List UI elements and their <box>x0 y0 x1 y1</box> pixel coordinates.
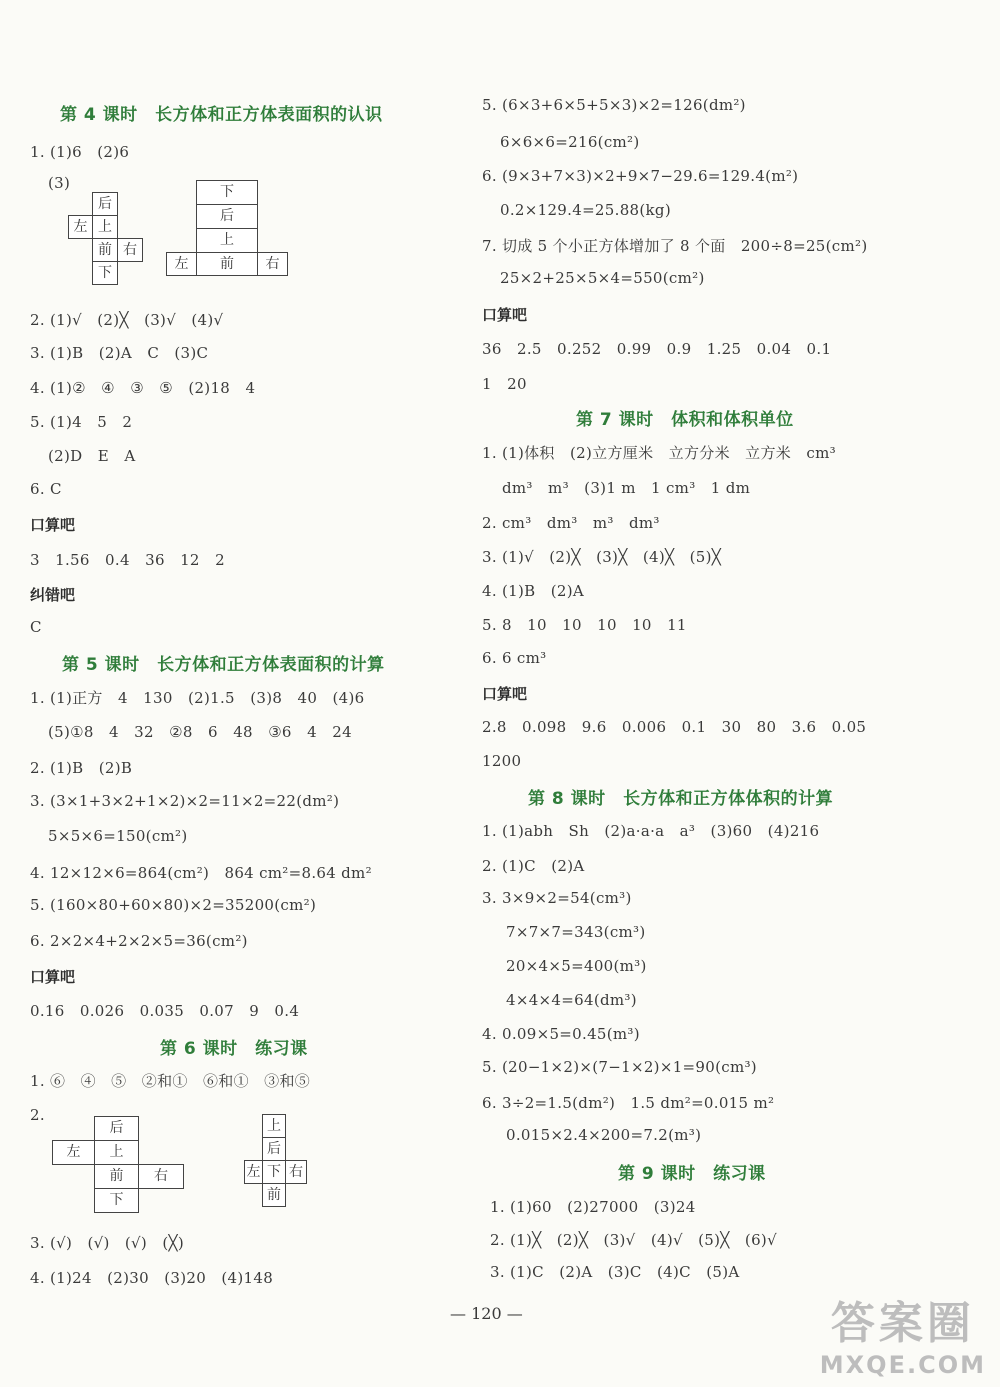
answer-line: 5. (6×3+6×5+5×3)×2=126(dm²) <box>482 96 746 114</box>
net-cell: 后 <box>262 1137 286 1161</box>
lesson-6-heading: 第 6 课时 练习课 <box>160 1039 308 1059</box>
answer-line: 1200 <box>482 752 522 770</box>
answer-line: 5. (1)4 5 2 <box>30 413 133 431</box>
answer-line: 1. (1)正方 4 130 (2)1.5 (3)8 40 (4)6 <box>30 689 365 707</box>
answer-line: (5)①8 4 32 ②8 6 48 ③6 4 24 <box>48 723 352 741</box>
answer-line: 6. 3÷2=1.5(dm²) 1.5 dm²=0.015 m² <box>482 1094 775 1112</box>
answer-line: 6. (9×3+7×3)×2+9×7−29.6=129.4(m²) <box>482 167 799 185</box>
net-cell: 上 <box>94 1140 139 1165</box>
net-cell: 前 <box>94 1164 139 1189</box>
answer-line: 2.8 0.098 9.6 0.006 0.1 30 80 3.6 0.05 <box>482 718 867 736</box>
answer-line: 1 20 <box>482 375 527 393</box>
answer-line: 5. 8 10 10 10 10 11 <box>482 616 687 634</box>
section-label: 口算吧 <box>30 516 76 534</box>
lesson-7-heading: 第 7 课时 体积和体积单位 <box>576 410 794 430</box>
answer-line: 5. (160×80+60×80)×2=35200(cm²) <box>30 896 317 914</box>
page-number: — 120 — <box>450 1304 523 1323</box>
watermark <box>820 1287 986 1379</box>
net-cell: 后 <box>94 1116 139 1141</box>
net-cell: 下 <box>92 261 118 285</box>
answer-line: 0.015×2.4×200=7.2(m³) <box>506 1126 702 1144</box>
net-cell: 上 <box>92 215 118 239</box>
net-cell: 后 <box>196 204 258 229</box>
answer-line: 4. 12×12×6=864(cm²) 864 cm²=8.64 dm² <box>30 864 372 882</box>
answer-line: 20×4×5=400(m³) <box>506 957 647 975</box>
net-cell: 左 <box>68 215 93 239</box>
answer-line: 4. 0.09×5=0.45(m³) <box>482 1025 640 1043</box>
answer-line: 3. 3×9×2=54(cm³) <box>482 889 632 907</box>
answer-line: dm³ m³ (3)1 m 1 cm³ 1 dm <box>502 479 751 497</box>
lesson-5-heading: 第 5 课时 长方体和正方体表面积的计算 <box>62 655 385 675</box>
answer-line: 25×2+25×5×4=550(cm²) <box>500 269 705 287</box>
answer-line: 3 1.56 0.4 36 12 2 <box>30 551 225 569</box>
answer-line: 3. (1)B (2)A C (3)C <box>30 344 209 362</box>
section-label: 口算吧 <box>482 306 528 324</box>
answer-line: 4. (1)② ④ ③ ⑤ (2)18 4 <box>30 379 256 397</box>
answer-line: (2)D E A <box>48 447 136 465</box>
answer-line: (3) <box>48 174 71 192</box>
section-label: 口算吧 <box>30 968 76 986</box>
answer-line: 2. (1)B (2)B <box>30 759 133 777</box>
answer-line: 3. (3×1+3×2+1×2)×2=11×2=22(dm²) <box>30 792 340 810</box>
net-cell: 右 <box>138 1164 184 1189</box>
answer-line: 3. (√) (√) (√) (╳) <box>30 1234 185 1252</box>
lesson-8-heading: 第 8 课时 长方体和正方体体积的计算 <box>528 789 834 809</box>
lesson-9-heading: 第 9 课时 练习课 <box>618 1164 766 1184</box>
answer-line: 2. cm³ dm³ m³ dm³ <box>482 514 660 532</box>
answer-line: 4. (1)B (2)A <box>482 582 585 600</box>
net-cell: 左 <box>244 1160 263 1184</box>
answer-line: 1. (1)6 (2)6 <box>30 143 130 161</box>
answer-line: 7×7×7=343(cm³) <box>506 923 646 941</box>
net-cell: 右 <box>285 1160 307 1184</box>
answer-line: 3. (1)√ (2)╳ (3)╳ (4)╳ (5)╳ <box>482 548 722 566</box>
answer-line: 1. (1)60 (2)27000 (3)24 <box>490 1198 696 1216</box>
watermark-text: 答案圈 <box>830 1298 975 1349</box>
net-cell: 左 <box>166 252 197 276</box>
answer-line: 0.2×129.4=25.88(kg) <box>500 201 671 219</box>
answer-line: 4×4×4=64(dm³) <box>506 991 637 1009</box>
watermark-url: MXQE.COM <box>819 1351 986 1379</box>
answer-line: 36 2.5 0.252 0.99 0.9 1.25 0.04 0.1 <box>482 340 832 358</box>
answer-line: 5. (20−1×2)×(7−1×2)×1=90(cm³) <box>482 1058 757 1076</box>
net-cell: 左 <box>52 1140 95 1165</box>
answer-line: 0.16 0.026 0.035 0.07 9 0.4 <box>30 1002 300 1020</box>
net-cell: 上 <box>196 228 258 253</box>
answer-line: 1. (1)体积 (2)立方厘米 立方分米 立方米 cm³ <box>482 444 836 462</box>
section-label: 口算吧 <box>482 685 528 703</box>
section-label: 纠错吧 <box>30 586 76 604</box>
answer-line: 2. (1)╳ (2)╳ (3)√ (4)√ (5)╳ (6)√ <box>490 1231 777 1249</box>
answer-line: 6×6×6=216(cm²) <box>500 133 640 151</box>
answer-line: 2. (1)C (2)A <box>482 857 585 875</box>
net-cell: 上 <box>262 1114 286 1138</box>
answer-line: 5×5×6=150(cm²) <box>48 827 188 845</box>
answer-line: 4. (1)24 (2)30 (3)20 (4)148 <box>30 1269 274 1287</box>
net-cell: 右 <box>257 252 288 276</box>
lesson-4-heading: 第 4 课时 长方体和正方体表面积的认识 <box>60 105 383 125</box>
net-cell: 下 <box>196 180 258 205</box>
answer-line: C <box>30 618 42 636</box>
net-cell: 后 <box>92 192 118 216</box>
answer-line: 1. ⑥ ④ ⑤ ②和① ⑥和① ③和⑤ <box>30 1072 311 1090</box>
answer-line: 2. (1)√ (2)╳ (3)√ (4)√ <box>30 311 224 329</box>
answer-line: 6. 2×2×4+2×2×5=36(cm²) <box>30 932 248 950</box>
net-cell: 下 <box>262 1160 286 1184</box>
answer-line: 1. (1)abh Sh (2)a·a·a a³ (3)60 (4)216 <box>482 822 820 840</box>
net-cell: 前 <box>92 238 118 262</box>
answer-line: 2. <box>30 1106 45 1124</box>
answer-line: 7. 切成 5 个小正方体增加了 8 个面 200÷8=25(cm²) <box>482 237 868 255</box>
net-cell: 下 <box>94 1188 139 1213</box>
net-cell: 前 <box>262 1183 286 1207</box>
net-cell: 前 <box>196 252 258 276</box>
answer-line: 3. (1)C (2)A (3)C (4)C (5)A <box>490 1263 740 1281</box>
net-cell: 右 <box>117 238 143 262</box>
answer-line: 6. C <box>30 480 62 498</box>
answer-line: 6. 6 cm³ <box>482 649 547 667</box>
